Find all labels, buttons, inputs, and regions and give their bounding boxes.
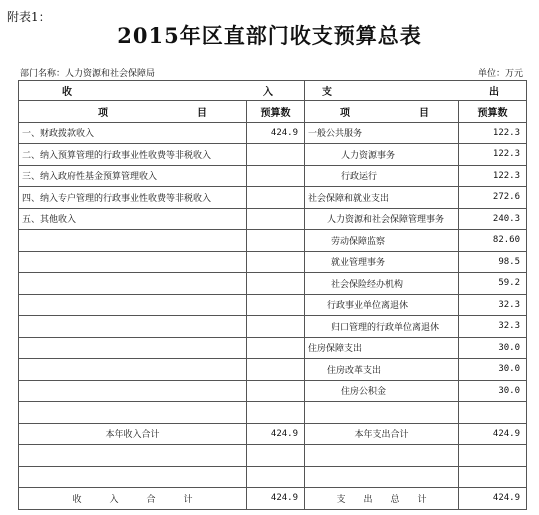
grand-income-char: 合: [146, 494, 156, 505]
income-value-cell: [247, 359, 305, 381]
expense-value-cell: 30.0: [459, 380, 527, 402]
expense-item-cell: 劳动保障监察: [305, 230, 459, 252]
grand-income-char: 收: [72, 494, 82, 505]
empty-row: [19, 445, 527, 467]
table-row: [19, 144, 527, 166]
table-row: [19, 380, 527, 402]
expense-item-header-left: 项: [340, 107, 350, 119]
income-item-cell: [19, 359, 247, 381]
income-value-cell: [247, 187, 305, 209]
income-item-cell: [19, 316, 247, 338]
table-row: [19, 359, 527, 381]
expense-value-cell: 122.3: [459, 144, 527, 166]
income-item-header-left: 项: [98, 107, 108, 119]
expense-item-cell: 住房改革支出: [305, 359, 459, 381]
table-row: [19, 165, 527, 187]
expense-item-cell: 社会保障和就业支出: [305, 187, 459, 209]
income-item-header: [19, 101, 247, 123]
income-item-cell: [19, 273, 247, 295]
income-value-cell: [247, 208, 305, 230]
grand-expense-char: 出: [363, 494, 373, 505]
table-row: [19, 122, 527, 144]
unit-label: 单位：万元: [477, 69, 523, 79]
income-item-cell: [19, 380, 247, 402]
expense-item-cell: 就业管理事务: [305, 251, 459, 273]
income-item-cell: [19, 251, 247, 273]
expense-value-cell: 32.3: [459, 316, 527, 338]
expense-value-cell: 122.3: [459, 122, 527, 144]
income-value-cell: [247, 294, 305, 316]
department-label: 部门名称：人力资源和社会保障局: [20, 69, 156, 79]
income-item-cell: 三、纳入政府性基金预算管理收入: [19, 165, 247, 187]
income-header-left: 收: [62, 87, 72, 98]
year-total-row: [19, 423, 527, 445]
income-value-cell: 424.9: [247, 122, 305, 144]
budget-table: [18, 80, 527, 510]
expense-budget-header: 预算数: [459, 101, 527, 123]
expense-value-cell: 272.6: [459, 187, 527, 209]
expense-header-left: 支: [322, 87, 332, 98]
grand-expense-char: 支: [336, 494, 346, 505]
data-rows: [19, 122, 527, 402]
income-budget-header: 预算数: [247, 101, 305, 123]
expense-item-header-right: 目: [419, 107, 429, 119]
expense-value-cell: 32.3: [459, 294, 527, 316]
income-item-cell: [19, 337, 247, 359]
expense-item-cell: 归口管理的行政单位离退休: [305, 316, 459, 338]
expense-item-header: [305, 101, 459, 123]
expense-item-cell: 人力资源事务: [305, 144, 459, 166]
income-value-cell: [247, 316, 305, 338]
expense-item-cell: 行政运行: [305, 165, 459, 187]
income-item-cell: [19, 294, 247, 316]
expense-section-header: [305, 81, 527, 101]
expense-value-cell: 59.2: [459, 273, 527, 295]
table-row: [19, 187, 527, 209]
table-row: [19, 208, 527, 230]
grand-expense-total-label: [305, 488, 459, 510]
income-value-cell: [247, 144, 305, 166]
expense-value-cell: 98.5: [459, 251, 527, 273]
expense-header-right: 出: [489, 87, 499, 98]
income-item-cell: 一、财政拨款收入: [19, 122, 247, 144]
table-row: [19, 251, 527, 273]
empty-row: [19, 466, 527, 488]
expense-value-cell: 82.60: [459, 230, 527, 252]
grand-income-char: 入: [109, 494, 119, 505]
income-item-header-right: 目: [197, 107, 207, 119]
expense-item-cell: 住房保障支出: [305, 337, 459, 359]
income-item-cell: 四、纳入专户管理的行政事业性收费等非税收入: [19, 187, 247, 209]
income-value-cell: [247, 251, 305, 273]
expense-value-cell: 122.3: [459, 165, 527, 187]
grand-income-total-label: [19, 488, 247, 510]
grand-expense-char: 计: [417, 494, 427, 505]
income-value-cell: [247, 165, 305, 187]
income-item-cell: 二、纳入预算管理的行政事业性收费等非税收入: [19, 144, 247, 166]
expense-value-cell: 30.0: [459, 337, 527, 359]
income-value-cell: [247, 380, 305, 402]
grand-income-total-value: 424.9: [247, 488, 305, 510]
expense-value-cell: 240.3: [459, 208, 527, 230]
income-item-cell: 五、其他收入: [19, 208, 247, 230]
income-value-cell: [247, 337, 305, 359]
table-row: [19, 273, 527, 295]
grand-expense-char: 总: [390, 494, 400, 505]
year-income-total-value: 424.9: [247, 423, 305, 445]
expense-value-cell: 30.0: [459, 359, 527, 381]
header-section-row: [19, 81, 527, 101]
year-expense-total-label: 本年支出合计: [305, 423, 459, 445]
income-item-cell: [19, 230, 247, 252]
expense-item-cell: 一般公共服务: [305, 122, 459, 144]
table-row: [19, 337, 527, 359]
income-value-cell: [247, 230, 305, 252]
empty-row: [19, 402, 527, 424]
year-expense-total-value: 424.9: [459, 423, 527, 445]
year-income-total-label: 本年收入合计: [19, 423, 247, 445]
expense-item-cell: 人力资源和社会保障管理事务: [305, 208, 459, 230]
income-value-cell: [247, 273, 305, 295]
grand-total-row: [19, 488, 527, 510]
table-row: [19, 316, 527, 338]
grand-expense-total-value: 424.9: [459, 488, 527, 510]
table-row: [19, 230, 527, 252]
appendix-note: 附表1：: [7, 10, 51, 24]
expense-item-cell: 社会保险经办机构: [305, 273, 459, 295]
expense-item-cell: 住房公积金: [305, 380, 459, 402]
income-header-right: 入: [263, 87, 273, 98]
income-section-header: [19, 81, 305, 101]
table-row: [19, 294, 527, 316]
page-title: 2015年区直部门收支预算总表: [117, 23, 422, 48]
grand-income-char: 计: [183, 494, 193, 505]
header-column-row: [19, 101, 527, 123]
expense-item-cell: 行政事业单位离退休: [305, 294, 459, 316]
